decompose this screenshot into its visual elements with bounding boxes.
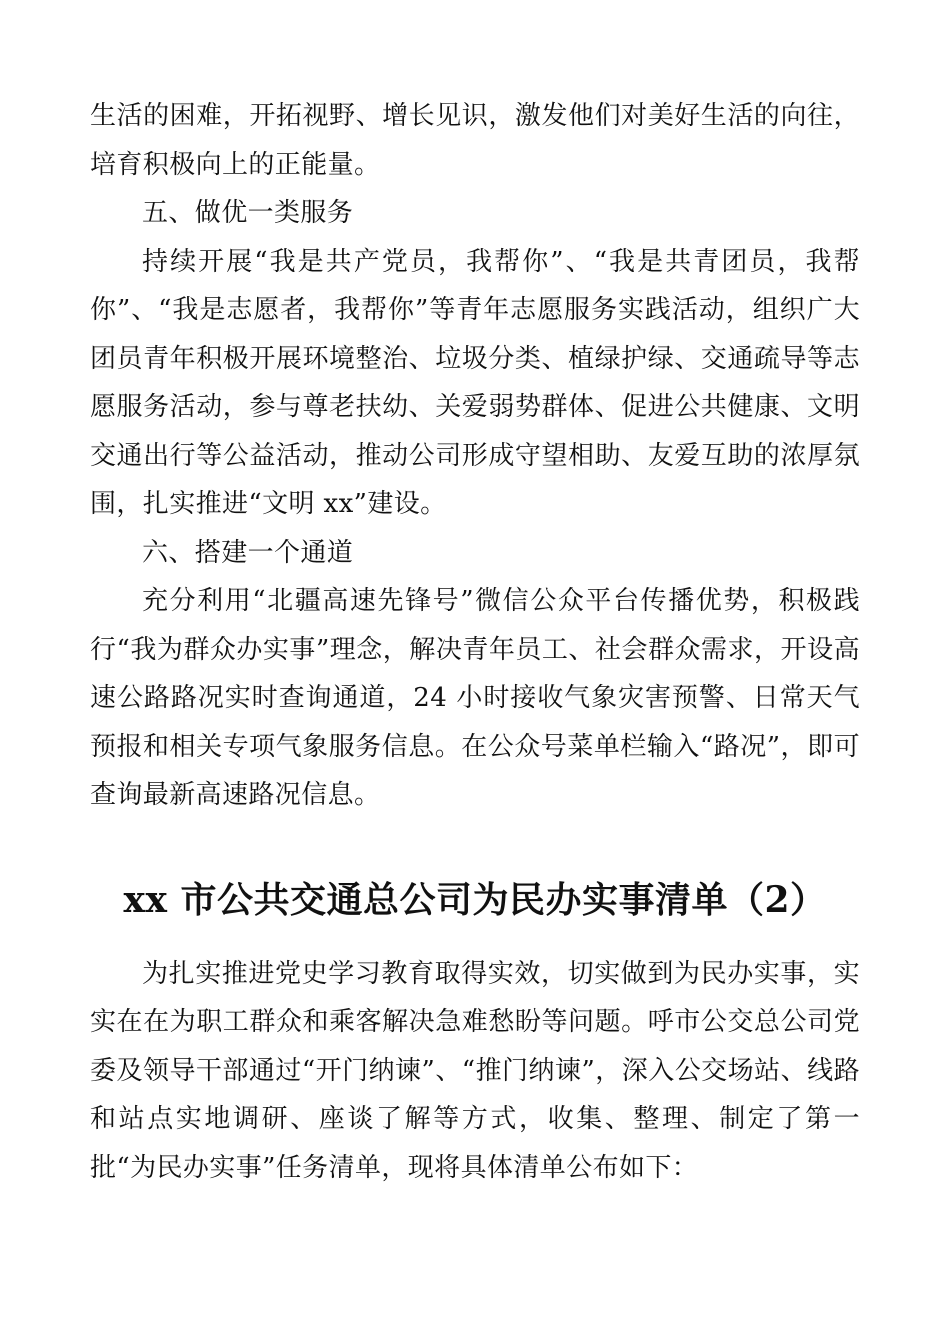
document-title: xx 市公共交通总公司为民办实事清单（2） xyxy=(123,878,827,921)
paragraph-continued: 生活的困难，开拓视野、增长见识，激发他们对美好生活的向往，培育积极向上的正能量。 xyxy=(90,101,860,180)
section-heading-five: 五、做优一类服务 xyxy=(142,198,354,228)
paragraph-intro: 为扎实推进党史学习教育取得实效，切实做到为民办实事，实实在在为职工群众和乘客解决急难愁盼等问题。呼市公交总公司党委及领导干部通过“开门纳谏”、“推门纳谏”，深入公交场站、线路和站点实地调研、座谈了解等方式，收集、整理、制定了第一批“为民办实事”任务清单，现将具体清单公布如下： xyxy=(90,958,860,1183)
paragraph-volunteer-service: 持续开展“我是共产党员，我帮你”、“我是共青团员，我帮你”、“我是志愿者，我帮你”等青年志愿服务实践活动，组织广大团员青年积极开展环境整治、垃圾分类、植绿护绿、交通疏导等志愿服务活动，参与尊老扶幼、关爱弱势群体、促进公共健康、文明交通出行等公益活动，推动公司形成守望相助、友爱互助的浓厚氛围，扎实推进“文明 xx”建设。 xyxy=(90,246,860,519)
section-heading-six: 六、搭建一个通道 xyxy=(142,537,354,568)
document-page xyxy=(90,92,860,1192)
paragraph-channel: 充分利用“北疆高速先锋号”微信公众平台传播优势，积极践行“我为群众办实事”理念，解决青年员工、社会群众需求，开设高速公路路况实时查询通道，24 小时接收气象灾害预警、日常天气预报和相关专项气象服务信息。在公众号菜单栏输入“路况”，即可查询最新高速路况信息。 xyxy=(90,586,860,810)
